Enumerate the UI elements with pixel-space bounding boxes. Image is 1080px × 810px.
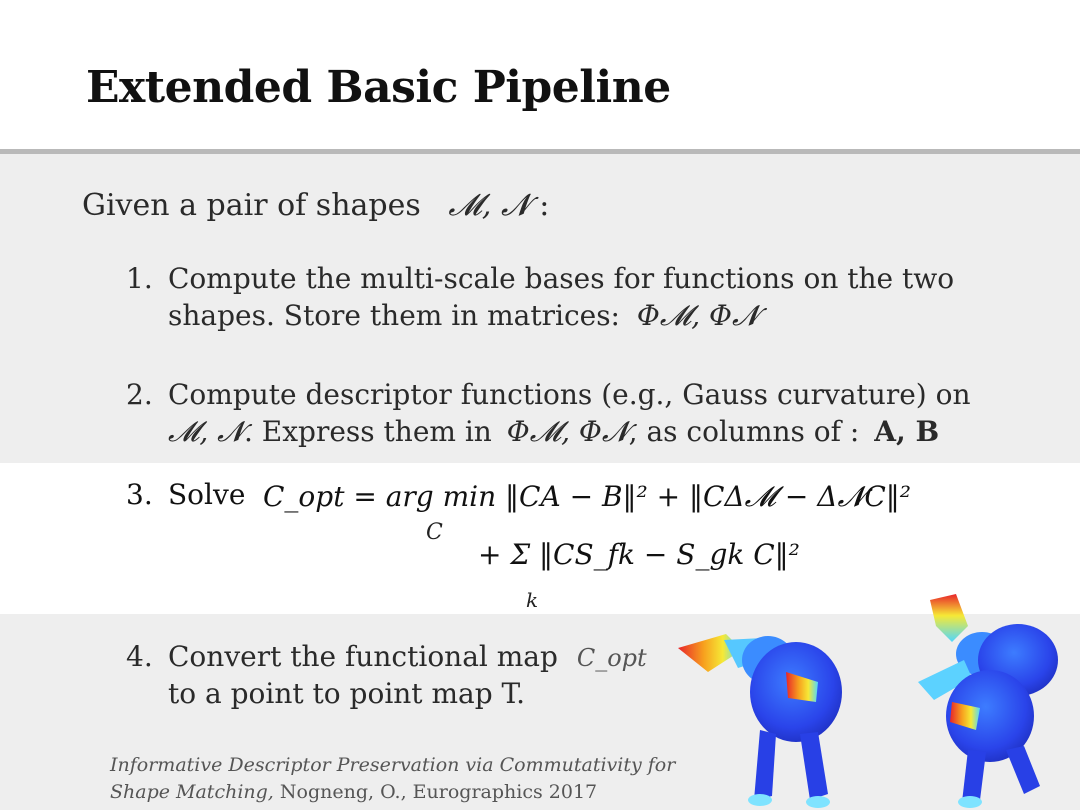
- step-2-math-bases: Φ𝓜, Φ𝓝: [506, 415, 629, 448]
- step-1: [126, 262, 954, 333]
- citation-title-2: Shape Matching,: [110, 781, 274, 803]
- citation: [110, 752, 675, 806]
- step-3-number: 3.: [126, 478, 153, 511]
- step-4-number: 4.: [126, 640, 153, 673]
- equation-sum-index: k: [526, 588, 539, 612]
- title-area: [0, 0, 1080, 150]
- step-2-math-shapes: 𝓜, 𝓝: [168, 415, 244, 448]
- step-1-math: Φ𝓜, Φ𝓝: [636, 299, 759, 332]
- step-2: [126, 378, 971, 449]
- step-2-line1: Compute descriptor functions (e.g., Gauss curvature) on: [168, 378, 971, 411]
- shape-m: [678, 634, 842, 808]
- citation-title-1: Informative Descriptor Preservation via Commutativity for: [110, 754, 676, 776]
- step-2-number: 2.: [126, 378, 153, 411]
- step-2-mid: . Express them in: [244, 415, 492, 448]
- step-3: [126, 478, 245, 511]
- step-1-line2: shapes. Store them in matrices:: [168, 299, 620, 332]
- shape-correspondence-figure: [668, 590, 1080, 810]
- slide-title: Extended Basic Pipeline: [86, 62, 671, 113]
- citation-authors: Nogneng, O., Eurographics 2017: [279, 781, 598, 803]
- step-4-line2: to a point to point map T.: [168, 677, 525, 710]
- intro-colon: :: [539, 188, 550, 223]
- equation-argmin-variable: C: [426, 520, 443, 545]
- intro-text: Given a pair of shapes: [82, 188, 421, 223]
- intro-math: 𝓜, 𝓝: [448, 188, 530, 223]
- step-2-tail: , as columns of :: [628, 415, 860, 448]
- step-1-number: 1.: [126, 262, 153, 295]
- intro-line: [82, 188, 549, 223]
- equation-line-2: + Σ ‖CS_fk − S_gk C‖²: [478, 538, 800, 571]
- step-4-math: C_opt: [576, 644, 647, 672]
- step-3-label: Solve: [168, 478, 246, 511]
- step-1-line1: Compute the multi-scale bases for functions on the two: [168, 262, 955, 295]
- shape-n: [918, 594, 1058, 808]
- step-4-line1: Convert the functional map: [168, 640, 558, 673]
- step-4: [126, 640, 647, 710]
- equation-line-1: C_opt = arg min ‖CA − B‖² + ‖CΔ𝓜 − Δ𝓝C‖²: [263, 480, 911, 513]
- step-2-math-matrices: A, B: [874, 415, 940, 448]
